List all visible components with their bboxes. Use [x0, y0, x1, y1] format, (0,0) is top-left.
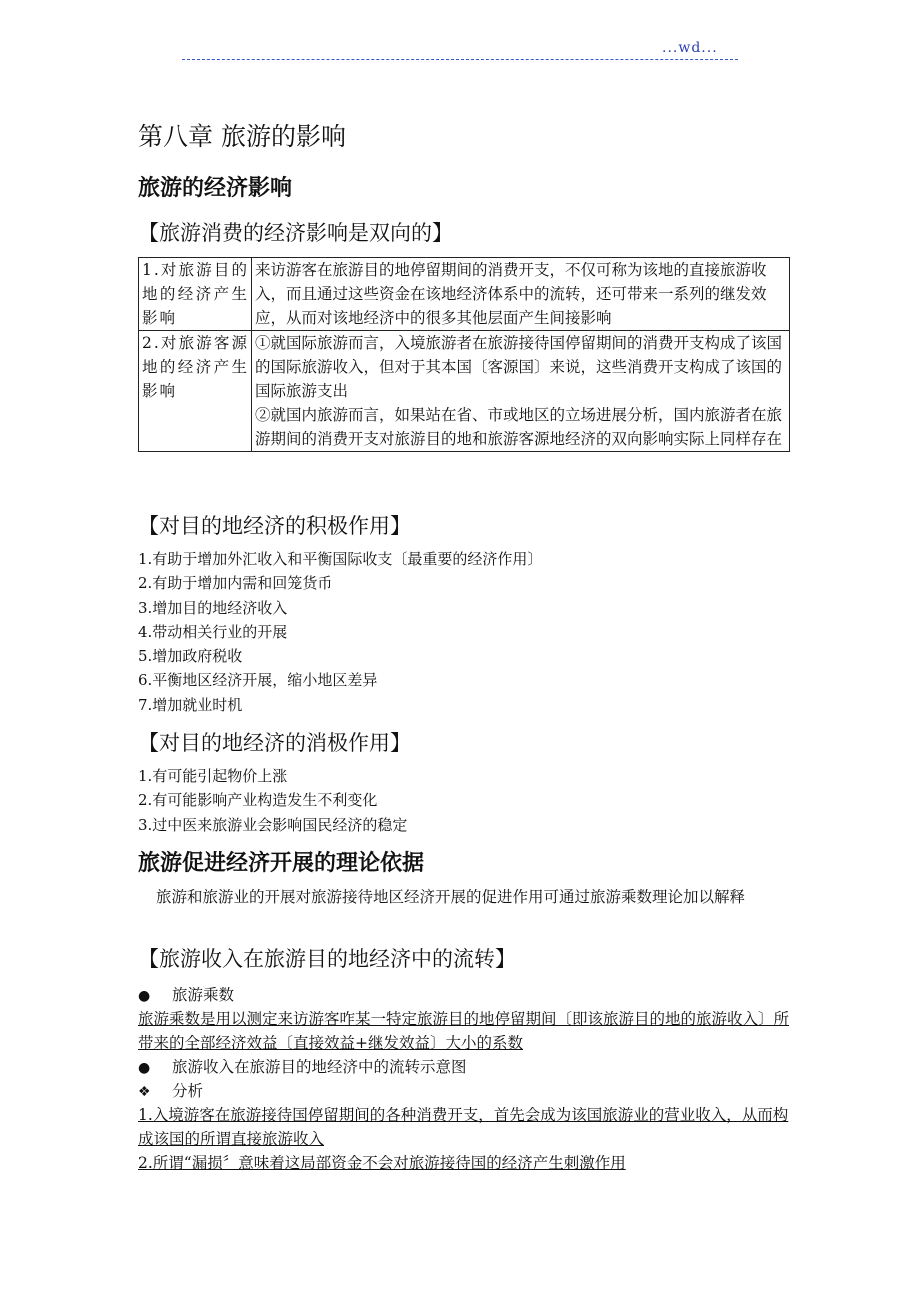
- effects-table: [138, 257, 790, 452]
- list-item: 3.过中医来旅游业会影响国民经济的稳定: [138, 815, 408, 834]
- section-title-theory: 旅游促进经济开展的理论依据: [138, 851, 425, 876]
- header-divider: [182, 59, 738, 60]
- subtitle-negative: 【对目的地经济的消极作用】: [138, 731, 411, 755]
- table-row: [139, 258, 790, 331]
- bullet-multiplier: [138, 983, 798, 1008]
- list-item: 3.增加目的地经济收入: [138, 598, 288, 617]
- theory-intro: 旅游和旅游业的开展对旅游接待地区经济开展的促进作用可通过旅游乘数理论加以解释: [156, 888, 746, 906]
- subtitle-positive: 【对目的地经济的积极作用】: [138, 514, 411, 538]
- list-item: 4.带动相关行业的开展: [138, 622, 288, 641]
- list-item: 2.有助于增加内需和回笼货币: [138, 574, 333, 593]
- header-mark: ...wd...: [662, 40, 718, 56]
- list-item: 1.有助于增加外汇收入和平衡国际收支〔最重要的经济作用〕: [138, 550, 543, 568]
- diamond-bullet-icon: ❖: [138, 1084, 151, 1100]
- analysis-item-1: 1.入境游客在旅游接待国停留期间的各种消费开支，首先会成为该国旅游业的营业收入，从而构成该国的所谓直接旅游收入: [138, 1106, 789, 1148]
- list-item: 7.增加就业时机: [138, 695, 243, 714]
- list-item: 1.有可能引起物价上涨: [138, 767, 288, 785]
- bullet-label: 旅游收入在旅游目的地经济中的流转示意图: [172, 1058, 467, 1076]
- chapter-title: 第八章 旅游的影响: [138, 122, 346, 151]
- international-paragraph: ①就国际旅游而言，入境旅游者在旅游接待国停留期间的消费开支构成了该国的国际旅游收入，但对于其本国〔客源国〕来说，这些消费开支构成了该国的国际旅游支出: [255, 334, 783, 400]
- bullet-analysis: [138, 1079, 798, 1104]
- multiplier-definition: 旅游乘数是用以测定来访游客咋某一特定旅游目的地停留期间〔即该旅游目的地的旅游收入〕所带来的全部经济效益〔直接效益+继发效益〕大小的系数: [138, 1010, 790, 1052]
- list-item: 5.增加政府税收: [138, 647, 243, 666]
- bullet-flow-diagram: [138, 1055, 798, 1080]
- table-row-content: 来访游客在旅游目的地停留期间的消费开支，不仅可称为该地的直接旅游收入，而且通过这些资金在该地经济体系中的流转，还可带来一系列的继发效应，从而对该地经济中的很多其他层面产生间接影响: [252, 258, 790, 331]
- table-row-content: [252, 331, 790, 452]
- bullet-dot-icon: ●: [138, 1060, 151, 1076]
- list-item: 2.有可能影响产业构造发生不利变化: [138, 791, 378, 810]
- table-row: [139, 331, 790, 452]
- subtitle-two-way: 【旅游消费的经济影响是双向的】: [138, 221, 453, 245]
- bullet-label: 分析: [172, 1082, 204, 1100]
- analysis-item-2: 2.所谓“漏损〞意味着这局部资金不会对旅游接待国的经济产生刺激作用: [138, 1154, 626, 1172]
- negative-effects-list: [138, 764, 407, 837]
- bullet-label: 旅游乘数: [172, 986, 235, 1004]
- positive-effects-list: [138, 547, 542, 717]
- subtitle-flow: 【旅游收入在旅游目的地经济中的流转】: [138, 947, 516, 971]
- bullet-dot-icon: ●: [138, 988, 151, 1004]
- table-row-label: 1.对旅游目的地的经济产生影响: [139, 258, 252, 331]
- domestic-paragraph: ②就国内旅游而言，如果站在省、市或地区的立场进展分析，国内旅游者在旅游期间的消费开支对旅游目的地和旅游客源地经济的双向影响实际上同样存在: [255, 406, 783, 448]
- list-item: 6.平衡地区经济开展，缩小地区差异: [138, 671, 378, 690]
- section-title-economic: 旅游的经济影响: [138, 176, 293, 201]
- table-row-label: 2.对旅游客源地的经济产生影响: [139, 331, 252, 452]
